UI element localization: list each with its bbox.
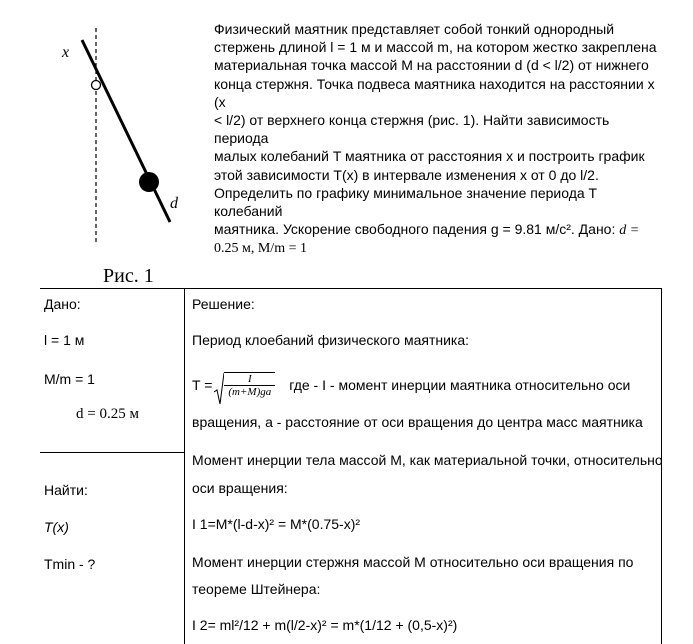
- rod: [82, 40, 170, 222]
- problem-line: малых колебаний T маятника от расстояния x и построить график: [214, 148, 645, 165]
- label-d: d: [170, 195, 178, 212]
- problem-line: 0.25 м, M/m = 1: [214, 241, 307, 257]
- find-T: T(x): [44, 519, 69, 535]
- problem-statement: [214, 20, 664, 259]
- given-d: d = 0.25 м: [76, 406, 139, 422]
- given-d-tail: d =: [619, 223, 640, 239]
- solution-line: Момент инерции стержня массой M относительно оси вращения по: [192, 554, 634, 570]
- find-Tmin: Tmin - ?: [44, 556, 96, 572]
- formula-T-label: T =: [192, 377, 213, 393]
- problem-line: < l/2) от верхнего конца стержня (рис. 1). Найти зависимость периода: [214, 112, 610, 147]
- period-fraction: [224, 372, 275, 398]
- problem-line: Определить по графику минимальное значение периода T колебаний: [214, 184, 597, 220]
- given-ratio: M/m = 1: [44, 371, 95, 387]
- problem-line: материальная точка массой M на расстоянии d (d < l/2) от нижнего: [214, 57, 649, 74]
- fraction-numerator: I: [224, 373, 275, 386]
- solution-heading: Решение:: [192, 296, 255, 312]
- solution-line: Период клоебаний физического маятника:: [192, 332, 470, 348]
- problem-line: этой зависимости T(x) в интервале изменения x от 0 до l/2.: [214, 166, 599, 183]
- inertia-point-mass: I 1=M*(l-d-x)² = M*(0.75-x)²: [192, 516, 361, 532]
- find-heading: Найти:: [44, 482, 88, 498]
- sqrt: [214, 372, 275, 398]
- pendulum-figure: [40, 20, 200, 250]
- point-mass: [139, 172, 159, 192]
- given-divider: [40, 452, 184, 453]
- problem-line: Физический маятник представляет собой тонкий однородный: [214, 21, 615, 37]
- solution-line: вращения, а - расстояние от оси вращения до центра масс маятника: [192, 414, 643, 430]
- period-formula: [192, 368, 630, 402]
- figure-caption: Рис. 1: [103, 265, 154, 287]
- problem-line: стержень длиной l = 1 м и массой m, на котором жестко закреплена: [214, 39, 657, 56]
- pivot-point: [92, 81, 101, 90]
- problem-line: маятника. Ускорение свободного падения g = 9.81 м/с². Дано: d =: [214, 221, 640, 239]
- solution-line: Момент инерции тела массой M, как материальной точки, относительно: [192, 452, 663, 468]
- formula-description: где - I - момент инерции маятника относительно оси: [289, 377, 631, 393]
- given-l: l = 1 м: [44, 332, 85, 348]
- label-x: x: [62, 44, 70, 61]
- given-heading: Дано:: [44, 296, 81, 312]
- fraction-denominator: (m+M)ga: [228, 386, 272, 398]
- solution-line: оси вращения:: [192, 480, 288, 496]
- solution-line: теореме Штейнера:: [192, 581, 321, 597]
- sqrt-icon: [214, 372, 224, 406]
- problem-line: конца стержня. Точка подвеса маятника находится на расстоянии x (x: [214, 75, 655, 110]
- inertia-rod: I 2= ml²/12 + m(l/2-x)² = m*(1/12 + (0,5-x)²): [192, 617, 458, 633]
